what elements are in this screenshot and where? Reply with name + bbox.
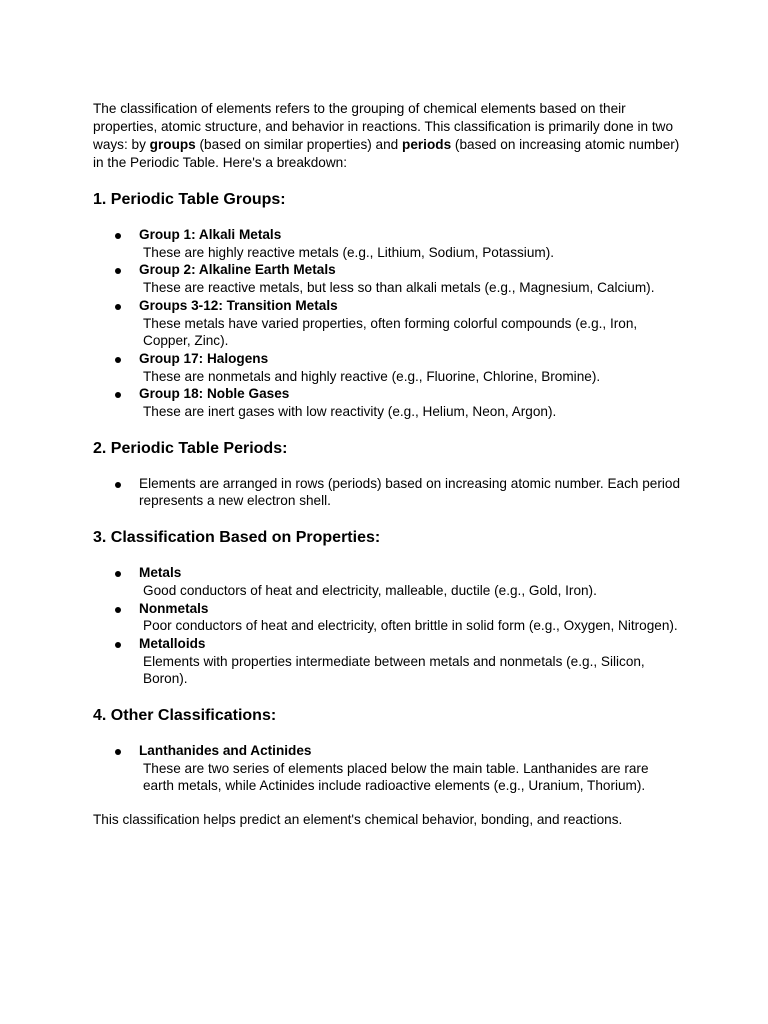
bullet-icon	[115, 392, 121, 398]
item-description: These are highly reactive metals (e.g., Lithium, Sodium, Potassium).	[143, 244, 555, 260]
item-title: Group 2: Alkaline Earth Metals	[139, 262, 336, 278]
bullet-icon	[115, 571, 121, 577]
intro-groups-term: groups	[149, 137, 196, 152]
bullet-icon	[115, 268, 121, 274]
list-item	[93, 297, 683, 350]
intro-paragraph	[93, 100, 683, 172]
list-item	[93, 226, 683, 261]
item-description: These are reactive metals, but less so than alkali metals (e.g., Magnesium, Calcium).	[143, 280, 655, 296]
item-title: Lanthanides and Actinides	[139, 743, 312, 759]
item-description: Poor conductors of heat and electricity, often brittle in solid form (e.g., Oxygen, Nitrogen).	[143, 618, 678, 634]
item-description: These metals have varied properties, often forming colorful compounds (e.g., Iron, Copper, Zinc).	[143, 315, 638, 349]
item-title: Metalloids	[139, 635, 206, 651]
list-item	[93, 600, 683, 635]
list-item	[93, 742, 683, 795]
list-item	[93, 475, 683, 510]
bullet-icon	[115, 482, 121, 488]
item-description: These are inert gases with low reactivity (e.g., Helium, Neon, Argon).	[143, 404, 557, 420]
list-item	[93, 261, 683, 296]
item-description: Elements with properties intermediate between metals and nonmetals (e.g., Silicon, Boron).	[143, 653, 645, 687]
item-title: Nonmetals	[139, 600, 209, 616]
intro-periods-term: periods	[402, 137, 452, 152]
item-title: Group 18: Noble Gases	[139, 386, 290, 402]
section-heading-periods: 2. Periodic Table Periods:	[93, 439, 288, 457]
intro-text-2: (based on similar properties) and	[195, 137, 403, 152]
bullet-icon	[115, 749, 121, 755]
closing-paragraph: This classification helps predict an element's chemical behavior, bonding, and reactions.	[93, 812, 623, 828]
list-item	[93, 564, 683, 599]
bullet-icon	[115, 642, 121, 648]
intro-text-1: The classification of elements refers to the grouping of chemical elements based on their properties, atomic structure, and behavior in reactions. This classification is primarily done in two ways: by	[93, 101, 674, 152]
periods-list	[93, 475, 683, 510]
intro-text-3: (based on increasing atomic number) in the Periodic Table. Here's a breakdown:	[93, 137, 680, 170]
section-heading-groups: 1. Periodic Table Groups:	[93, 191, 286, 208]
item-title: Groups 3-12: Transition Metals	[139, 297, 338, 313]
item-description: Good conductors of heat and electricity, malleable, ductile (e.g., Gold, Iron).	[143, 582, 597, 598]
properties-list	[93, 564, 683, 688]
section-heading-properties: 3. Classification Based on Properties:	[93, 529, 381, 547]
list-item	[93, 350, 683, 385]
item-description: These are two series of elements placed below the main table. Lanthanides are rare earth metals, while Actinides include radioactive elements (e.g., Uranium, Thorium).	[143, 760, 649, 794]
item-title: Metals	[139, 565, 182, 581]
bullet-icon	[115, 233, 121, 239]
groups-list	[93, 226, 683, 421]
item-description: These are nonmetals and highly reactive (e.g., Fluorine, Chlorine, Bromine).	[143, 368, 601, 384]
section-heading-other: 4. Other Classifications:	[93, 707, 277, 725]
list-item	[93, 635, 683, 688]
bullet-icon	[115, 357, 121, 363]
item-title: Group 1: Alkali Metals	[139, 227, 282, 242]
list-item	[93, 385, 683, 420]
bullet-icon	[115, 304, 121, 310]
bullet-icon	[115, 607, 121, 613]
item-title: Group 17: Halogens	[139, 350, 269, 366]
other-list	[93, 742, 683, 795]
item-description: Elements are arranged in rows (periods) based on increasing atomic number. Each period represents a new electron shell.	[139, 475, 681, 509]
document-body	[93, 100, 683, 829]
